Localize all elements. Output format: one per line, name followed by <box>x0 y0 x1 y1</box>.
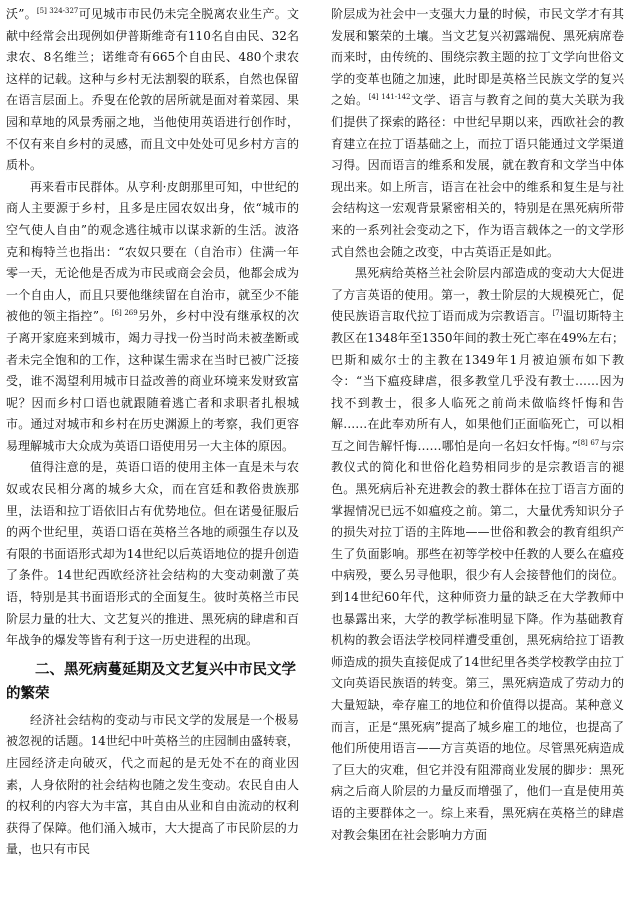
text-run: 沃”。 <box>6 7 37 21</box>
text-run: 阶层成为社会中一支强大力量的时候，市民文学才有其发展和繁荣的土壤。当文艺复兴初露端倪、黑死病席卷而来时，由传统的、围绕宗教主题的拉丁文学向世俗文学的变革也随之加速，此时即是英格兰民族文学的复兴之始。 <box>331 7 624 108</box>
section-heading: 二、黑死病蔓延期及文艺复兴中市民文学的繁荣 <box>6 661 296 702</box>
paragraph: 经济社会结构的变动与市民文学的发展是一个极易被忽视的话题。14世纪中叶英格兰的庄园制由盛转衰，庄园经济走向破灭，代之而起的是无处不在的商业因素，人身依附的社会结构也随之发生变动。农民自由人的权利的内容大为丰富，其自由从业和自由流动的权利获得了保障。他们涌入城市，大大提高了市民阶层的力量，也只有市民 <box>6 712 299 857</box>
text-run: 再来看市民群体。从亨利·皮朗那里可知，中世纪的商人主要源于乡村，且多是庄园农奴出身，依“城市的空气使人自由”的观念逃往城市以谋求新的生活。波洛克和梅特兰也指出：“农奴只要在（自治市）住满一年零一天，无论他是否成为市民或商会会员，他都会成为一个自由人，而且只要他继续留在自治市，就至少不能被他的领主指控”。 <box>6 179 299 324</box>
paragraph <box>331 4 624 263</box>
paragraph: 值得注意的是，英语口语的使用主体一直是未与农奴或农民相分离的城乡大众，而在宫廷和教俗贵族那里，法语和拉丁语依旧占有优势地位。但在诺曼征服后的两个世纪里，英语口语在英格兰各地的顽强生存以及有限的书面语形式却为14世纪以后英语地位的提升创造了条件。14世纪西欧经济社会结构的大变动刺激了英语，特别是其书面语形式的全面复生。彼时英格兰市民阶层力量的壮大、文艺复兴的推进、黑死病的肆虐和百年战争的爆发等皆有利于这一历史进程的出现。 <box>6 460 299 648</box>
citation: [6] 269 <box>111 309 138 318</box>
citation: [5] 324-327 <box>36 7 79 15</box>
citation: [4] 141-142 <box>368 93 411 102</box>
text-run: 可见城市市民仍未完全脱离农业生产。文献中经常会出现例如伊普斯维奇有110名自由民、32名隶农、8名维兰；诺维奇有665个自由民、480个隶农这样的记载。这种与乡村无法割裂的联系，自然也保留在语言层面上。乔叟在伦敦的居所就是面对着菜园、果园和草地的风景秀丽之地，当他使用英语进行创作时，不仅有来自乡村的灵感，而且文中处处可见乡村方言的质朴。 <box>6 7 299 173</box>
text-run: 与宗教仪式的简化和世俗化趋势相同步的是宗教语言的褪色。黑死病后补充进教会的教士群体在拉丁语言方面的掌握情况已远不如瘟疫之前。第二，大量优秀知识分子的损失对拉丁语的主阵地——世俗和教会的教育组织产生了负面影响。那些在初等学校中任教的人要么在瘟疫中病殁，要么另寻他职，很少有人会接替他们的岗位。到14世纪60年代，这种师资力量的缺乏在大学教师中也暴露出来，大学的教学标准明显下降。作为基础教育机构的教会语法学校同样遭受重创，黑死病给拉丁语教师造成的损失直接促成了14世纪里各类学校教学由拉丁文向英语民族语的转变。第三，黑死病造成了劳动力的大量短缺，牵存雇工的地位和价值得以提高。某种意义而言，正是“黑死病”提高了城乡雇工的地位，也提高了他们所使用语言——方言英语的地位。尽管黑死病造成了巨大的灾难，但它并没有阻滞商业发展的脚步：黑死病之后商人阶层的力量反而增强了，他们一直是使用英语的主要群体之一。综上来看，黑死病在英格兰的肆虐对教会集团在社会影响力方面 <box>331 438 624 842</box>
text-run: 另外，乡村中没有继承权的次子离开家庭来到城市，竭力寻找一份当时尚未被垄断或者未完全饱和的工作，这种谋生需求在当时已被广泛接受，谁不渴望利用城市日益改善的商业环境来发财致富呢？因而乡村口语也就跟随着逃亡者和求职者扎根城市。通过对城市和乡村在历史渊源上的考察，我们更容易理解城市大众成为英语口语使用另一大主体的原因。 <box>6 309 299 453</box>
text-run: 温切斯特主教区在1348年至1350年间的教士死亡率在49%左右；巴斯和威尔士的主教在1349年1月被迫颁布如下教令：“当下瘟疫肆虐，很多教堂几乎没有教士……因为找不到教士，很多人临死之前尚未做临终忏悔和告解……在此奉劝所有人，如果他们正面临死亡，可以相互之间告解忏悔……哪怕是向一名妇女忏悔。” <box>331 309 624 453</box>
right-column <box>331 4 624 846</box>
paragraph <box>331 263 624 846</box>
text-run: 黑死病给英格兰社会阶层内部造成的变动大大促进了方言英语的使用。第一，教士阶层的大规模死亡，促使民族语言取代拉丁语而成为宗教语言。 <box>331 266 624 324</box>
citation: [7] <box>552 309 563 318</box>
citation: [8] 67 <box>577 438 600 447</box>
text-run: 文学、语言与教育之间的莫大关联为我们提供了探索的路径：中世纪早期以来，西欧社会的教育建立在拉丁语基础之上，而拉丁语只能通过文学渠道习得。因而语言的维系和发展，就在教育和文学当中体现出来。如上所言，语言在社会中的维系和复生是与社会结构这一宏观背景紧密相关的，特别是在黑死病所带来的一系列社会变动之下，作为语言载体之一的文学形式自然也会随之改变，中古英语正是如此。 <box>331 93 624 259</box>
left-column <box>6 4 299 861</box>
paragraph <box>6 177 299 458</box>
paragraph <box>6 4 299 177</box>
